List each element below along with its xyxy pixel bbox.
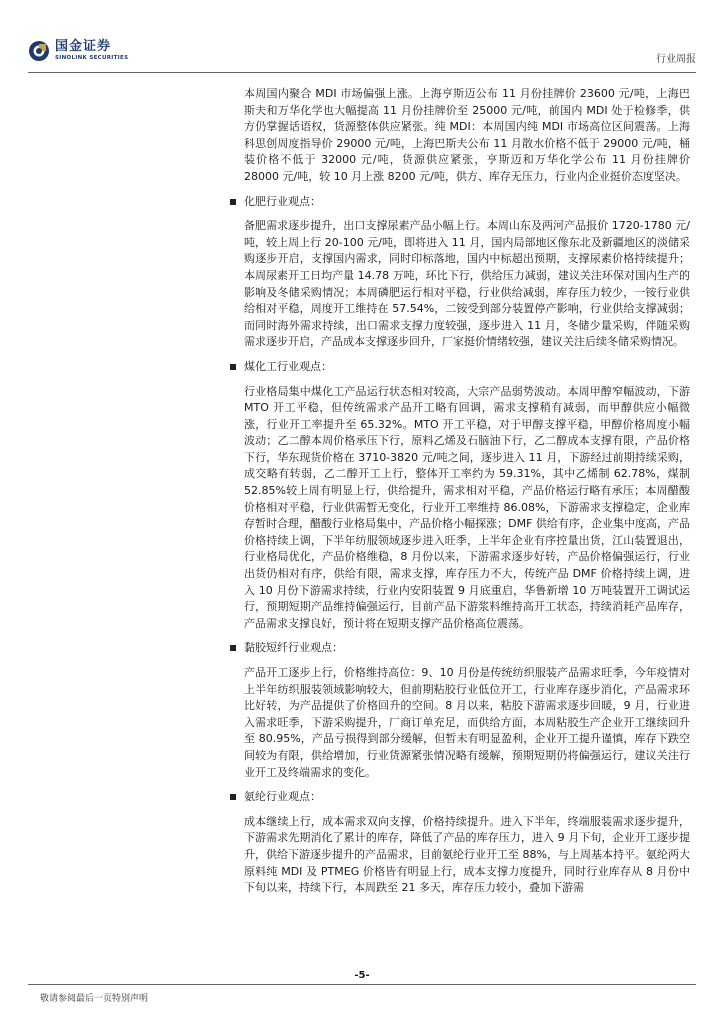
mdi-market-paragraph: 本周国内聚合 MDI 市场偏强上涨。上海亨斯迈公布 11 月份挂牌价 23600 元/吨，上海巴斯夫和万华化学也大幅提高 11 月份挂牌价至 25000 元/吨，前国内 MDI 处于检修季，供方仍掌握话语权，货源整体供应紧张。纯 MDI：本周国内纯 MDI 市场高位区间震荡。上海科思创周度指导价 29000 元/吨，上海巴斯夫公布 11 月散水价格不低于 29000 元/吨，桶装价格不低于 32000 元/吨，货源供应紧张，亨斯迈和万华化学公布 11 月份挂牌价 28000 元/吨，较 10 月上涨 8200 元/吨，供方、库存无压力，行业内企业挺价态度坚决。 [244,87,690,183]
fertilizer-paragraph: 备肥需求逐步提升，出口支撑尿素产品小幅上行。本周山东及两河产品报价 1720-1780 元/吨，较上周上行 20-100 元/吨，即将进入 11 月，国内局部地区像东北及新疆地区的淡储采购逐步开启，支撑国内需求，同时印标落地，国内中标超出预期，支撑尿素价格持续提升；本周尿素开工日均产量 14.78 万吨，环比下行，供给压力减弱，建议关注环保对国内生产的影响及冬储采购情况；本周磷肥运行相对平稳，行业供给减弱，库存压力较少，一铵行业供给相对平稳，周度开工维持在 57.54%，二铵受到部分装置停产影响，行业供给支撑减弱；而同时海外需求持续，出口需求支撑力度较强，逐步进入 11 月，冬储少量采购，伴随采购需求逐步开启，产品成本支撑逐步回升，厂家挺价情绪较强，建议关注后续冬储采购情况。 [244,219,690,349]
coal-chemical-paragraph: 行业格局集中煤化工产品运行状态相对较高，大宗产品弱势波动。本周甲醇窄幅波动，下游 MTO 开工平稳，但传统需求产品开工略有回调，需求支撑稍有减弱，而甲醇供应小幅微涨，行业开工率提升至 65.32%。MTO 开工平稳，对于甲醇支撑平稳，甲醇价格周度小幅波动；乙二醇本周价格承压下行，原料乙烯及石脑油下行，乙二醇成本支撑有限，产品价格下行，华东现货价格在 3710-3820 元/吨之间，逐步进入 11 月，下游经过前期持续采购，成交略有转弱，乙二醇开工上行，整体开工率约为 59.31%，其中乙烯制 62.78%，煤制 52.85%较上周有明显上行，供给提升，需求相对平稳，产品价格运行略有承压；本周醋酸价格相对平稳，行业供需暂无变化，行业开工率维持 86.08%，下游需求支撑稳定，企业库存暂时合理，醋酸行业格局集中，产品价格小幅探涨；DMF 供给有序，企业集中度高，产品价格持续上调，下半年纺服领域逐步进入旺季，上半年企业有序控量出货，江山装置退出，行业格局优化，产品价格维稳，8 月份以来，下游需求逐步好转，产品价格偏强运行，行业出货仍相对有序，供给有限，需求支撑，库存压力不大，传统产品 DMF 价格持续上调，进入 10 月份下游需求持续，行业内安阳装置 9 月底重启，华鲁新增 10 万吨装置开工调试运行，预期短期产品维持偏强运行，目前产品下游浆料维持高开工状态，持续消耗产品库存，产品需求支撑良好，预计将在短期支撑产品价格高位震荡。 [244,384,690,630]
sinolink-logo [28,40,128,62]
square-bullet-icon [230,199,236,205]
section-heading-text: 煤化工行业观点： [244,359,332,373]
report-type: 行业周报 [656,54,696,65]
spandex-paragraph: 成本继续上行，成本需求双向支撑，价格持续提升。进入下半年，终端服装需求逐步提升，下游需求先期消化了累计的库存，降低了产品的库存压力，进入 9 月下旬，企业开工逐步提升，供给下游逐步提升的产品需求，目前氨纶行业开工至 88%，与上周基本持平。氨纶两大原料纯 MDI 及 PTMEG 价格皆有明显上行，成本支撑力度提升，同时行业库存从 8 月份中下旬以来，持续下行，本周跌至 21 多天，库存压力较小，叠加下游需 [244,814,690,895]
square-bullet-icon [230,645,236,651]
section-heading-viscose [224,640,690,657]
square-bullet-icon [230,794,236,800]
section-heading-text: 氨纶行业观点： [244,790,321,804]
square-bullet-icon [230,364,236,370]
brand-name-cn: 国金证券 [55,39,112,54]
section-heading-spandex [224,789,690,806]
viscose-paragraph: 产品开工逐步上行，价格维持高位：9、10 月份是传统纺织服装产品需求旺季，今年疫情对上半年纺织服装领域影响较大，但前期粘胶行业低位开工，行业库存逐步消化，产品需求环比好转，为产品提供了价格回升的空间。8 月以来，粘胶下游需求逐步回暖，9 月，行业进入需求旺季，下游采购提升，厂商订单充足，而供给方面，本周粘胶生产企业开工继续回升至 80.95%，产品亏损得到部分缓解，但暂未有明显盈利，企业开工提升谨慎，库存下跌空间较为有限，供给增加，行业货源紧张情况略有缓解，预期短期仍将偏强运行，建议关注行业开工及终端需求的变化。 [244,666,690,779]
section-heading-coal-chemical [224,359,690,376]
footer-divider [28,984,696,985]
header-divider [28,72,696,73]
page-header [28,38,696,70]
section-heading-text: 黏胶短纤行业观点： [244,641,343,655]
section-heading-text: 化肥行业观点： [244,194,321,208]
section-heading-fertilizer [224,194,690,211]
sinolink-logo-icon [28,40,50,62]
page-number: -5- [354,970,370,981]
disclaimer-note: 敬请参阅最后一页特别声明 [40,994,149,1004]
report-body [244,86,690,897]
brand-name-en: SINOLINK SECURITIES [55,55,129,61]
